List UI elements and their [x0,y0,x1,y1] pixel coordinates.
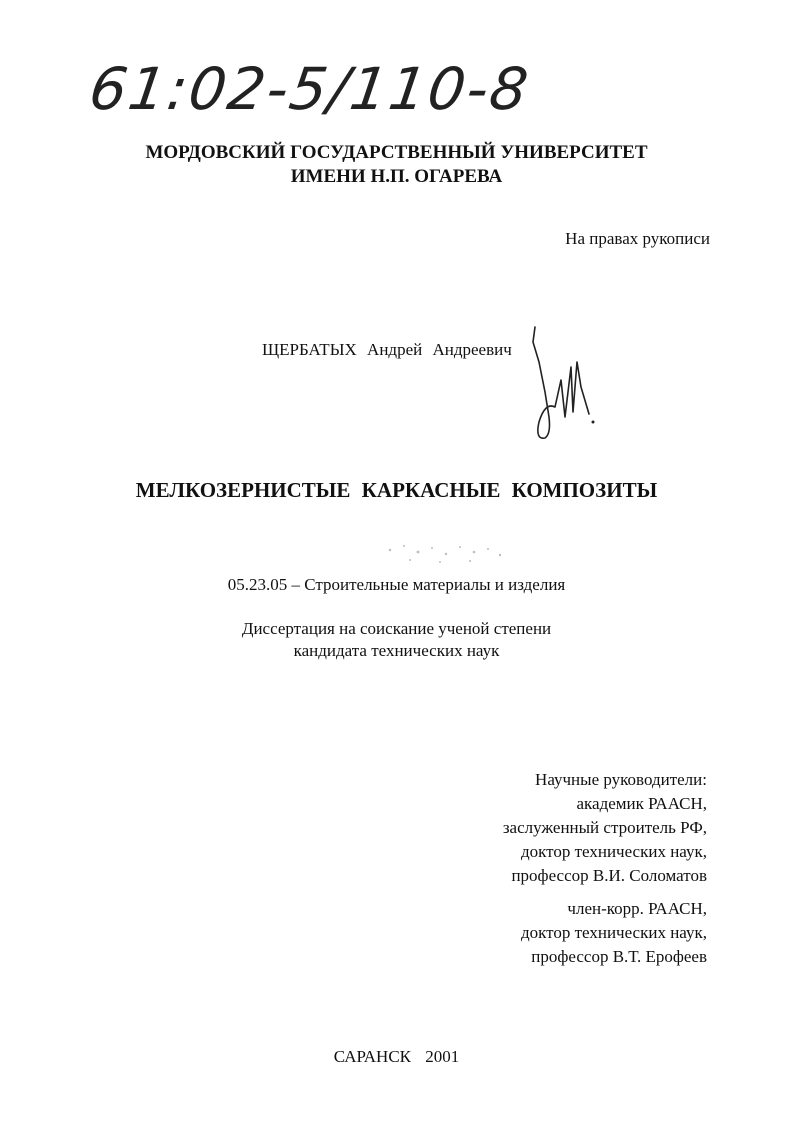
supervisor-line: профессор В.И. Соломатов [511,866,707,885]
university-name-line2: ИМЕНИ Н.П. ОГАРЕВА [290,166,503,187]
supervisor-line: доктор технических наук, [520,923,707,942]
signature-mark [525,322,605,447]
city-year: САРАНСК 2001 [333,1047,460,1066]
supervisor-line: заслуженный строитель РФ, [502,818,707,837]
supervisor-line: член-корр. РААСН, [567,899,707,918]
manuscript-rights-note: На правах рукописи [565,229,710,248]
dissertation-title: МЕЛКОЗЕРНИСТЫЕ КАРКАСНЫЕ КОМПОЗИТЫ [135,478,658,502]
faint-stamp-mark [380,538,520,568]
handwritten-inventory-number: 61:02-5/110-8 [85,55,534,123]
supervisors-block-second [521,897,707,969]
supervisors-block-first [503,768,707,888]
degree-line-2: кандидата технических наук [293,641,500,660]
supervisors-heading: Научные руководители: [535,770,707,789]
supervisor-line: профессор В.Т. Ерофеев [531,947,707,966]
author-name: ЩЕРБАТЫХ Андрей Андреевич [262,340,512,359]
degree-description [0,618,793,662]
supervisor-line: академик РААСН, [576,794,707,813]
university-name: МОРДОВСКИЙ ГОСУДАРСТВЕННЫЙ УНИВЕРСИТЕТ [145,142,648,163]
specialty-code: 05.23.05 – Строительные материалы и изделия [227,575,566,594]
degree-line-1: Диссертация на соискание ученой степени [241,619,552,638]
supervisor-line: доктор технических наук, [520,842,707,861]
